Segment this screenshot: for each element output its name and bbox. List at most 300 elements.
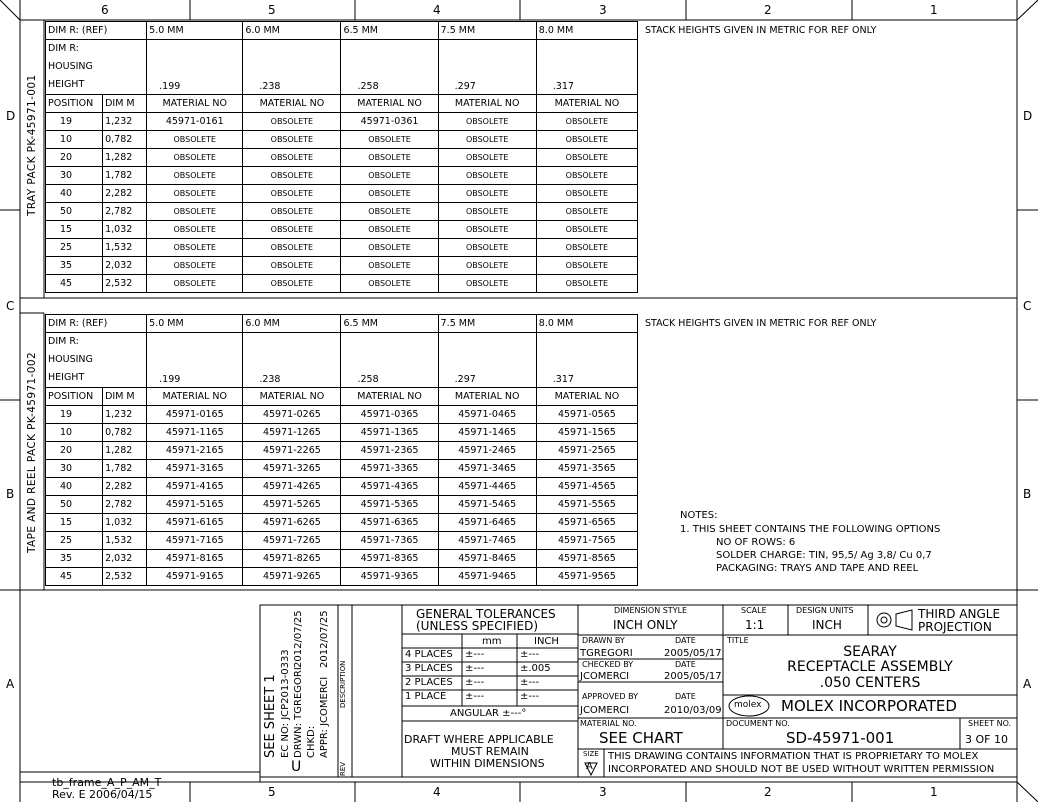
material-no-cell: 45971-4165 xyxy=(147,478,243,496)
tray-pack-label: TRAY PACK PK-45971-001 xyxy=(26,74,38,216)
material-no-cell: 45971-0565 xyxy=(536,406,637,424)
material-no-cell: OBSOLETE xyxy=(147,221,243,239)
material-no-cell: OBSOLETE xyxy=(438,167,536,185)
tray-height: HEIGHT xyxy=(48,79,85,90)
tolerance-inch-value: ±--- xyxy=(520,677,540,688)
table-row xyxy=(46,460,638,478)
reel-col-dim-m: DIM M xyxy=(103,388,147,406)
material-no-cell: 45971-2265 xyxy=(243,442,341,460)
material-no-cell: 45971-0361 xyxy=(341,113,438,131)
tray-col-mat1: MATERIAL NO xyxy=(147,95,243,113)
notes-line-1: 1. THIS SHEET CONTAINS THE FOLLOWING OPTIONS xyxy=(680,524,941,535)
sheet-no: 3 OF 10 xyxy=(965,733,1008,746)
tolerance-inch: INCH xyxy=(534,636,559,647)
reel-col-mat3: MATERIAL NO xyxy=(341,388,438,406)
zone-col-1-bottom: 1 xyxy=(930,785,938,799)
material-no-cell: OBSOLETE xyxy=(243,113,341,131)
checked-date-label: DATE xyxy=(675,660,696,669)
material-no-cell: 45971-4565 xyxy=(536,478,637,496)
title-label: TITLE xyxy=(727,636,749,645)
zone-col-3-bottom: 3 xyxy=(599,785,607,799)
reel-col-mat4: MATERIAL NO xyxy=(438,388,536,406)
approved-date-label: DATE xyxy=(675,692,696,701)
material-no-cell: 45971-9365 xyxy=(341,568,438,586)
material-no-cell: OBSOLETE xyxy=(536,221,637,239)
material-no-cell: OBSOLETE xyxy=(147,257,243,275)
tray-height-3: .258 xyxy=(341,40,438,95)
position-cell: 15 xyxy=(46,514,103,532)
see-sheet-1: SEE SHEET 1 xyxy=(263,674,278,758)
material-no-cell: 45971-6365 xyxy=(341,514,438,532)
reel-housing: HOUSING xyxy=(48,354,93,365)
material-no-cell: OBSOLETE xyxy=(438,239,536,257)
drawn-by-label: DRAWN BY xyxy=(582,636,625,645)
zone-row-d-right: D xyxy=(1023,109,1033,123)
material-no-cell: 45971-2165 xyxy=(147,442,243,460)
material-no-cell: OBSOLETE xyxy=(341,203,438,221)
tray-head-row xyxy=(46,22,638,40)
reel-head-row xyxy=(46,315,638,333)
table-row xyxy=(46,113,638,131)
approved-by-rev: APPR: JCOMERCI xyxy=(319,676,330,758)
approved-date: 2010/03/09 xyxy=(664,705,722,716)
material-no-cell: 45971-1165 xyxy=(147,424,243,442)
reel-col-mat1: MATERIAL NO xyxy=(147,388,243,406)
material-no-cell: OBSOLETE xyxy=(243,239,341,257)
checked-date: 2005/05/17 xyxy=(664,671,722,682)
table-row xyxy=(46,478,638,496)
zone-col-6: 6 xyxy=(101,3,109,17)
table-row xyxy=(46,514,638,532)
document-no: SD-45971-001 xyxy=(786,729,895,747)
material-no-cell: OBSOLETE xyxy=(147,167,243,185)
tray-dim-r-ref: DIM R: (REF) xyxy=(46,22,147,40)
dim-m-cell: 1,532 xyxy=(103,532,147,550)
description-label: DESCRIPTION xyxy=(339,660,347,708)
reel-height: HEIGHT xyxy=(48,372,85,383)
table-row xyxy=(46,149,638,167)
dim-m-cell: 2,032 xyxy=(103,550,147,568)
tray-housing: HOUSING xyxy=(48,61,93,72)
checked-rev: CHKD: xyxy=(306,725,317,758)
tolerance-places: 4 PLACES xyxy=(405,649,453,660)
table-row xyxy=(46,239,638,257)
position-cell: 19 xyxy=(46,113,103,131)
title-line-2: RECEPTACLE ASSEMBLY xyxy=(787,659,953,675)
table-row xyxy=(46,185,638,203)
material-no-cell: 45971-5365 xyxy=(341,496,438,514)
drawn-by-rev: DRWN: TGREGORI xyxy=(293,667,304,758)
reel-housing-cell xyxy=(46,333,147,388)
draft-line-2: MUST REMAIN xyxy=(451,745,529,758)
dim-m-cell: 1,282 xyxy=(103,442,147,460)
material-no-cell: 45971-9565 xyxy=(536,568,637,586)
material-no-cell: OBSOLETE xyxy=(438,149,536,167)
material-no-cell: 45971-5565 xyxy=(536,496,637,514)
approved-by: JCOMERCI xyxy=(580,705,630,716)
document-no-label: DOCUMENT NO. xyxy=(726,719,790,728)
tray-height-4: .297 xyxy=(438,40,536,95)
title-line-1: SEARAY xyxy=(843,644,897,660)
position-cell: 45 xyxy=(46,275,103,293)
material-no-cell: 45971-6465 xyxy=(438,514,536,532)
dimension-style: INCH ONLY xyxy=(613,618,678,632)
material-no-cell: 45971-5465 xyxy=(438,496,536,514)
material-no-cell: OBSOLETE xyxy=(536,167,637,185)
scale-label: SCALE xyxy=(741,606,767,615)
material-no-cell: 45971-1265 xyxy=(243,424,341,442)
material-no-cell: OBSOLETE xyxy=(341,185,438,203)
zone-col-4: 4 xyxy=(433,3,441,17)
dim-m-cell: 0,782 xyxy=(103,131,147,149)
position-cell: 50 xyxy=(46,496,103,514)
material-no-cell: 45971-9265 xyxy=(243,568,341,586)
size-value: A xyxy=(586,761,593,772)
material-no-cell: OBSOLETE xyxy=(341,239,438,257)
draft-line-1: DRAFT WHERE APPLICABLE xyxy=(404,733,554,746)
position-cell: 25 xyxy=(46,239,103,257)
table-row xyxy=(46,532,638,550)
material-no-cell: 45971-0265 xyxy=(243,406,341,424)
material-no-cell: OBSOLETE xyxy=(536,113,637,131)
material-no-cell: OBSOLETE xyxy=(536,149,637,167)
zone-col-1: 1 xyxy=(930,3,938,17)
reel-head-col3: 6.5 MM xyxy=(341,315,438,333)
zone-row-b: B xyxy=(6,487,15,501)
notes-line-4: PACKAGING: TRAYS AND TAPE AND REEL xyxy=(716,563,919,574)
position-cell: 35 xyxy=(46,257,103,275)
reel-head-col2: 6.0 MM xyxy=(243,315,341,333)
material-no-cell: 45971-2365 xyxy=(341,442,438,460)
material-no-cell: OBSOLETE xyxy=(341,149,438,167)
design-units: INCH xyxy=(812,618,842,632)
scale-value: 1:1 xyxy=(745,618,765,632)
tray-housing-cell xyxy=(46,40,147,95)
position-cell: 20 xyxy=(46,149,103,167)
zone-col-2-bottom: 2 xyxy=(764,785,772,799)
position-cell: 15 xyxy=(46,221,103,239)
dim-m-cell: 2,532 xyxy=(103,275,147,293)
checked-by-label: CHECKED BY xyxy=(582,660,634,669)
material-no-cell: OBSOLETE xyxy=(536,131,637,149)
tolerance-places: 1 PLACE xyxy=(405,691,447,702)
material-no-cell: 45971-8265 xyxy=(243,550,341,568)
material-no-cell: OBSOLETE xyxy=(147,203,243,221)
material-no-cell: 45971-5165 xyxy=(147,496,243,514)
tray-head-col5: 8.0 MM xyxy=(536,22,637,40)
tray-col-dim-m: DIM M xyxy=(103,95,147,113)
reel-height-5: .317 xyxy=(536,333,637,388)
sheet-no-label: SHEET NO. xyxy=(968,719,1012,728)
tray-height-row xyxy=(46,40,638,95)
tolerance-mm-value: ±--- xyxy=(465,649,485,660)
material-no-cell: 45971-7165 xyxy=(147,532,243,550)
tape-reel-label: TAPE AND REEL PACK PK-45971-002 xyxy=(26,351,38,553)
rev-letter: U xyxy=(291,759,302,775)
material-no-cell: OBSOLETE xyxy=(147,149,243,167)
material-no-cell: 45971-4265 xyxy=(243,478,341,496)
table-row xyxy=(46,550,638,568)
material-no-cell: OBSOLETE xyxy=(341,275,438,293)
material-no-cell: OBSOLETE xyxy=(243,203,341,221)
checked-by: JCOMERCI xyxy=(580,671,630,682)
tray-height-5: .317 xyxy=(536,40,637,95)
tray-stack-note: STACK HEIGHTS GIVEN IN METRIC FOR REF ONLY xyxy=(645,25,877,36)
tolerance-inch-value: ±.005 xyxy=(520,663,551,674)
material-no-cell: 45971-8365 xyxy=(341,550,438,568)
tray-head-col1: 5.0 MM xyxy=(147,22,243,40)
tolerance-title-2: (UNLESS SPECIFIED) xyxy=(416,619,539,633)
material-no-cell: 45971-4465 xyxy=(438,478,536,496)
reel-dim-r-ref: DIM R: (REF) xyxy=(46,315,147,333)
material-no-cell: 45971-3165 xyxy=(147,460,243,478)
position-cell: 35 xyxy=(46,550,103,568)
notes-line-3: SOLDER CHARGE: TIN, 95,5/ Ag 3,8/ Cu 0,7 xyxy=(716,550,932,561)
frame-revision: Rev. E 2006/04/15 xyxy=(52,788,153,801)
tray-pack-table xyxy=(45,21,638,293)
table-row xyxy=(46,167,638,185)
zone-row-a: A xyxy=(6,677,15,691)
material-no-cell: OBSOLETE xyxy=(438,203,536,221)
zone-row-c-right: C xyxy=(1023,299,1032,313)
material-no-cell: OBSOLETE xyxy=(147,239,243,257)
table-row xyxy=(46,442,638,460)
dimension-style-label: DIMENSION STYLE xyxy=(614,606,688,615)
tray-head-col3: 6.5 MM xyxy=(341,22,438,40)
dim-m-cell: 1,532 xyxy=(103,239,147,257)
position-cell: 40 xyxy=(46,478,103,496)
molex-logo: molex xyxy=(734,700,762,710)
zone-col-4-bottom: 4 xyxy=(433,785,441,799)
table-row xyxy=(46,496,638,514)
material-no-cell: OBSOLETE xyxy=(243,275,341,293)
material-no-cell: OBSOLETE xyxy=(438,221,536,239)
material-no-cell: OBSOLETE xyxy=(536,257,637,275)
material-no-cell: 45971-7465 xyxy=(438,532,536,550)
material-no-cell: OBSOLETE xyxy=(341,131,438,149)
reel-height-4: .297 xyxy=(438,333,536,388)
material-no-cell: 45971-3265 xyxy=(243,460,341,478)
material-no-cell: 45971-6265 xyxy=(243,514,341,532)
reel-head-col5: 8.0 MM xyxy=(536,315,637,333)
material-no-cell: OBSOLETE xyxy=(536,185,637,203)
material-no-cell: 45971-3565 xyxy=(536,460,637,478)
material-no-cell: 45971-0161 xyxy=(147,113,243,131)
reel-height-row xyxy=(46,333,638,388)
zone-col-2: 2 xyxy=(764,3,772,17)
material-no-cell: 45971-8465 xyxy=(438,550,536,568)
tolerance-angular: ANGULAR ±---° xyxy=(450,708,527,719)
size-label: SIZE xyxy=(583,750,599,758)
dim-m-cell: 2,032 xyxy=(103,257,147,275)
position-cell: 45 xyxy=(46,568,103,586)
material-no-cell: OBSOLETE xyxy=(438,275,536,293)
table-row xyxy=(46,221,638,239)
material-no-cell: OBSOLETE xyxy=(243,221,341,239)
zone-row-c: C xyxy=(6,299,15,313)
zone-col-5-bottom: 5 xyxy=(268,785,276,799)
material-no-cell: OBSOLETE xyxy=(438,131,536,149)
material-no-cell: OBSOLETE xyxy=(147,275,243,293)
zone-row-d: D xyxy=(6,109,16,123)
zone-row-b-right: B xyxy=(1023,487,1032,501)
reel-col-mat5: MATERIAL NO xyxy=(536,388,637,406)
drawn-date-rev: 2012/07/25 xyxy=(293,610,304,668)
material-no-cell: OBSOLETE xyxy=(243,257,341,275)
material-no-cell: 45971-9165 xyxy=(147,568,243,586)
tray-col-mat2: MATERIAL NO xyxy=(243,95,341,113)
design-units-label: DESIGN UNITS xyxy=(796,606,854,615)
material-no-cell: 45971-7265 xyxy=(243,532,341,550)
material-no-cell: 45971-2465 xyxy=(438,442,536,460)
projection-line-2: PROJECTION xyxy=(918,620,992,634)
tolerance-places: 3 PLACES xyxy=(405,663,453,674)
reel-col-position: POSITION xyxy=(46,388,103,406)
material-no-label: MATERIAL NO. xyxy=(580,719,637,728)
approved-by-label: APPROVED BY xyxy=(582,692,639,701)
position-cell: 50 xyxy=(46,203,103,221)
drawn-date: 2005/05/17 xyxy=(664,648,722,659)
tolerance-mm: mm xyxy=(482,636,502,647)
tolerance-mm-value: ±--- xyxy=(465,691,485,702)
tray-col-position: POSITION xyxy=(46,95,103,113)
dim-m-cell: 2,532 xyxy=(103,568,147,586)
material-no-cell: 45971-7565 xyxy=(536,532,637,550)
reel-head-col1: 5.0 MM xyxy=(147,315,243,333)
zone-col-3: 3 xyxy=(599,3,607,17)
tray-col-mat4: MATERIAL NO xyxy=(438,95,536,113)
table-row xyxy=(46,568,638,586)
tolerance-inch-value: ±--- xyxy=(520,691,540,702)
material-no-cell: 45971-4365 xyxy=(341,478,438,496)
material-no-cell: OBSOLETE xyxy=(536,239,637,257)
material-no-cell: 45971-6565 xyxy=(536,514,637,532)
reel-col-header-row xyxy=(46,388,638,406)
tolerance-places: 2 PLACES xyxy=(405,677,453,688)
material-no-cell: 45971-8565 xyxy=(536,550,637,568)
dim-m-cell: 1,782 xyxy=(103,167,147,185)
tray-col-mat5: MATERIAL NO xyxy=(536,95,637,113)
reel-height-2: .238 xyxy=(243,333,341,388)
material-no-cell: OBSOLETE xyxy=(536,275,637,293)
proprietary-line-2: INCORPORATED AND SHOULD NOT BE USED WITHOUT WRITTEN PERMISSION xyxy=(608,764,995,775)
tolerance-title-1: GENERAL TOLERANCES xyxy=(416,607,556,621)
material-no-cell: OBSOLETE xyxy=(243,185,341,203)
dim-m-cell: 1,032 xyxy=(103,221,147,239)
material-no-cell: OBSOLETE xyxy=(438,185,536,203)
dim-m-cell: 0,782 xyxy=(103,424,147,442)
material-no-cell: 45971-0465 xyxy=(438,406,536,424)
table-row xyxy=(46,131,638,149)
tray-head-col4: 7.5 MM xyxy=(438,22,536,40)
reel-height-1: .199 xyxy=(147,333,243,388)
drawn-by: TGREGORI xyxy=(580,648,633,659)
table-row xyxy=(46,275,638,293)
material-no-cell: OBSOLETE xyxy=(341,221,438,239)
company-name: MOLEX INCORPORATED xyxy=(781,697,957,715)
material-no-cell: 45971-1465 xyxy=(438,424,536,442)
tolerance-mm-value: ±--- xyxy=(465,677,485,688)
material-no-cell: OBSOLETE xyxy=(243,149,341,167)
position-cell: 10 xyxy=(46,424,103,442)
dim-m-cell: 2,282 xyxy=(103,185,147,203)
material-no-cell: OBSOLETE xyxy=(438,257,536,275)
tray-height-2: .238 xyxy=(243,40,341,95)
table-row xyxy=(46,406,638,424)
material-no-cell: 45971-5265 xyxy=(243,496,341,514)
position-cell: 20 xyxy=(46,442,103,460)
material-no-cell: 45971-8165 xyxy=(147,550,243,568)
approved-date-rev: 2012/07/25 xyxy=(319,610,330,668)
material-no-cell: 45971-0365 xyxy=(341,406,438,424)
material-no-cell: 45971-6165 xyxy=(147,514,243,532)
dim-m-cell: 1,232 xyxy=(103,113,147,131)
dim-m-cell: 1,782 xyxy=(103,460,147,478)
position-cell: 40 xyxy=(46,185,103,203)
material-no-cell: OBSOLETE xyxy=(341,257,438,275)
reel-dim-r: DIM R: xyxy=(48,336,79,347)
position-cell: 25 xyxy=(46,532,103,550)
table-row xyxy=(46,257,638,275)
position-cell: 30 xyxy=(46,167,103,185)
material-no-cell: 45971-1365 xyxy=(341,424,438,442)
material-no-cell: OBSOLETE xyxy=(147,185,243,203)
tape-reel-table xyxy=(45,314,638,586)
tray-col-mat3: MATERIAL NO xyxy=(341,95,438,113)
notes-line-2: NO OF ROWS: 6 xyxy=(716,537,796,548)
zone-row-a-right: A xyxy=(1023,677,1032,691)
material-no-cell: 45971-3465 xyxy=(438,460,536,478)
material-no-cell: 45971-3365 xyxy=(341,460,438,478)
drawn-date-label: DATE xyxy=(675,636,696,645)
material-no-cell: OBSOLETE xyxy=(341,167,438,185)
dim-m-cell: 1,282 xyxy=(103,149,147,167)
dim-m-cell: 2,282 xyxy=(103,478,147,496)
frame-name: tb_frame_A_P_AM_T xyxy=(52,776,162,789)
tolerance-inch-value: ±--- xyxy=(520,649,540,660)
material-no-cell: 45971-9465 xyxy=(438,568,536,586)
tray-dim-r: DIM R: xyxy=(48,43,79,54)
tray-col-header-row xyxy=(46,95,638,113)
material-no: SEE CHART xyxy=(599,729,683,747)
position-cell: 10 xyxy=(46,131,103,149)
table-row xyxy=(46,203,638,221)
proprietary-line-1: THIS DRAWING CONTAINS INFORMATION THAT IS PROPRIETARY TO MOLEX xyxy=(608,751,979,762)
material-no-cell: 45971-1565 xyxy=(536,424,637,442)
material-no-cell: OBSOLETE xyxy=(147,131,243,149)
reel-col-mat2: MATERIAL NO xyxy=(243,388,341,406)
table-row xyxy=(46,424,638,442)
material-no-cell: OBSOLETE xyxy=(243,167,341,185)
ec-number: EC NO: JCP2013-0333 xyxy=(280,649,291,758)
material-no-cell: OBSOLETE xyxy=(438,113,536,131)
dim-m-cell: 2,782 xyxy=(103,203,147,221)
material-no-cell: OBSOLETE xyxy=(243,131,341,149)
position-cell: 19 xyxy=(46,406,103,424)
zone-col-5: 5 xyxy=(268,3,276,17)
material-no-cell: 45971-2565 xyxy=(536,442,637,460)
tray-height-1: .199 xyxy=(147,40,243,95)
dim-m-cell: 1,232 xyxy=(103,406,147,424)
position-cell: 30 xyxy=(46,460,103,478)
rev-label: REV xyxy=(339,761,347,776)
tolerance-mm-value: ±--- xyxy=(465,663,485,674)
dim-m-cell: 2,782 xyxy=(103,496,147,514)
title-line-3: .050 CENTERS xyxy=(819,675,921,691)
draft-line-3: WITHIN DIMENSIONS xyxy=(430,757,545,770)
dim-m-cell: 1,032 xyxy=(103,514,147,532)
reel-stack-note: STACK HEIGHTS GIVEN IN METRIC FOR REF ONLY xyxy=(645,318,877,329)
